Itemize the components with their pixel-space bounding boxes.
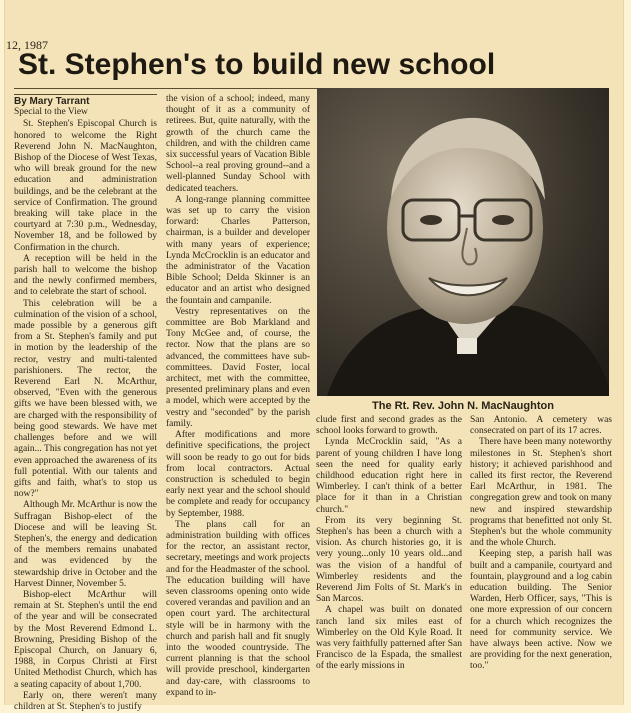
article-column-3	[316, 415, 462, 700]
paragraph: Bishop-elect McArthur will remain at St. Stephen's until the end of the year and will be consecrated by the Most Reverend Edmond L. Browning, Presiding Bishop of the Episcopal Church, on January 6, 1988, in Corpus Christi at First United Methodist Church, which has a seating capacity of about 1,700.	[14, 589, 157, 690]
paragraph: From its very beginning St. Stephen's has been a church with a vision. As church histories go, it is very young...only 10 years old...and was the vision of a handful of Wimberley residents and the Reverend Jim Folts of St. Mark's in San Marcos.	[316, 515, 462, 605]
paragraph: This celebration will be a culmination of the vision of a school, made possible by a generous gift from a St. Stephen's family and put in motion by the leadership of the rector, vestry and multi-talented parishioners. The rector, the Reverend Earl N. McArthur, observed, "Even with the generous gifts we have been blessed with, we are charged with the responsibility of being good stewards. We have met challenges before and we will again... This congregation has not yet even approached the awareness of its full potential. With our talents and gifts and faith, what's to stop us now?"	[14, 298, 157, 500]
bishop-portrait-photo	[317, 88, 609, 396]
headline: St. Stephen's to build new school	[18, 48, 496, 81]
article-column-1	[14, 94, 157, 712]
paragraph: A reception will be held in the parish hall to welcome the bishop and the newly confirmed members, and to celebrate the start of school.	[14, 253, 157, 298]
paragraph: the vision of a school; indeed, many thought of it as a community of retirees. But, quite naturally, with the growth of the church came the children, and with the children came six successful years of Vacation Bible School--a real proving ground--and a well-planned Sunday School with dedicated teachers.	[166, 94, 310, 194]
paragraph: Vestry representatives on the committee are Bob Markland and Tony McGee and, of course, the rector. Now that the plans are so advanced, the committees have sub-committees. David Foster, local architect, met with the committee, presented preliminary plans and even a model, which were accepted by the vestry and "seconded" by the parish family.	[166, 306, 310, 429]
paragraph: Early on, there weren't many children at St. Stephen's to justify	[14, 690, 157, 712]
article-column-4	[470, 415, 612, 700]
byline-subtitle: Special to the View	[14, 107, 88, 118]
paragraph: After modifications and more definitive specifications, the project will soon be ready to go out for bids from local contractors. Actual construction is scheduled to begin early next year and the school should be complete and ready for occupancy by September, 1988.	[166, 430, 310, 519]
paragraph: A chapel was built on donated ranch land six miles east of Wimberley on the Old Kyle Road. It was very faithfully patterned after San Francisco de la Espada, the smallest of the early missions in	[316, 605, 462, 672]
paragraph: The plans call for an administration building with offices for the rector, an assistant rector, secretary, meetings and work projects and for the Headmaster of the school. The education building will have seven classrooms opening onto wide covered verandas and pavilion and an open court yard. The architectural style will be in harmony with the church and parish hall and fit snugly into the wooded countryside. The current planning is that the school will provide preschool, kindergarten and day-care, with classrooms to expand to in-	[166, 519, 310, 698]
paragraph: Lynda McCrocklin said, "As a parent of young children I have long seen the need for quality early childhood education right here in Wimberley. I can't think of a better place for it than in a Christian church."	[316, 437, 462, 515]
article-column-2	[166, 94, 310, 699]
paragraph: A long-range planning committee was set up to carry the vision forward: Charles Patterson, chairman, is a builder and developer with many years of experience; Lynda McCrocklin is an educator and the administrator of the Vacation Bible School; Delda Skinner is an educator and an artist who designed the fountain and campanile.	[166, 194, 310, 306]
portrait-illustration	[317, 88, 609, 396]
issue-date: 12, 1987	[6, 38, 48, 52]
byline: By Mary Tarrant	[14, 94, 157, 107]
paragraph: There have been many noteworthy milestones in St. Stephen's short history; it achieved parishhood and called its first rector, the Reverend Earl McArthur, in 1981. The congregation grew and took on many new and inspired stewardship programs that benefitted not only St. Stephen's but the whole community and the whole Church.	[470, 437, 612, 549]
paragraph: San Antonio. A cemetery was consecrated on part of its 17 acres.	[470, 415, 612, 437]
paragraph: Although Mr. McArthur is now the Suffragan Bishop-elect of the Diocese and will be leaving St. Stephen's, the energy and dedication of the members remains unabated and was evidenced by the stewardship drive in October and the Harvest Dinner, November 5.	[14, 500, 157, 589]
photo-caption: The Rt. Rev. John N. MacNaughton	[372, 400, 554, 412]
paragraph: clude first and second grades as the school looks forward to growth.	[316, 415, 462, 437]
paragraph: Keeping step, a parish hall was built and a campanile, courtyard and fountain, playground and a log cabin education building. The Senior Warden, Herb Officer, says, "This is one more expression of our concern for a church which recognizes the need for community service. We have always been active. Now we are providing for the next generation, too."	[470, 549, 612, 672]
paragraph: St. Stephen's Episcopal Church is honored to welcome the Right Reverend John N. MacNaughton, Bishop of the Diocese of West Texas, who will break ground for the new education and administration buildings, and be the celebrant at the service of Confirmation. The ground breaking will take place in the courtyard at 7:30 p.m., Wednesday, November 18, and be followed by Confirmation in the church.	[14, 119, 157, 253]
